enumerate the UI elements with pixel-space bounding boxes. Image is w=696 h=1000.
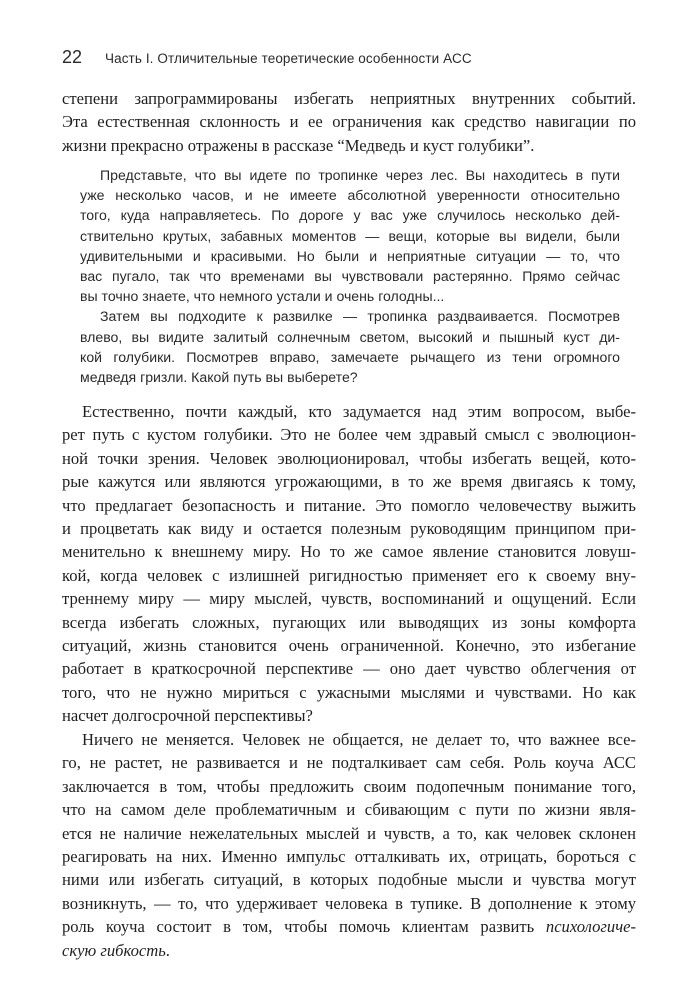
text-line: рые кажутся или являются угрожающими, в то же время двигаясь к тому, <box>62 472 636 492</box>
text-line: возникнуть, — то, что удерживает человека в тупике. В дополнение к этому <box>62 893 636 913</box>
text-line: ется не наличие нежелательных мыслей и чувств, а то, как человек склонен <box>62 823 636 843</box>
text-fragment: . <box>165 940 170 960</box>
text-line: насчет долгосрочной перспективы? <box>62 706 313 726</box>
quote-line: удивительными и красивыми. Но были и неприятные ситуации — то, что <box>80 247 620 264</box>
text-line: рет путь с кустом голубики. Это не более чем здравый смысл с эволюцион- <box>62 425 636 445</box>
italic-term: психологиче- <box>545 917 636 937</box>
text-line: и процветать как виду и остается полезным руководящим принципом при- <box>62 519 636 539</box>
quote-line: вас пугало, так что временами вы чувствовали растерянно. Прямо сейчас <box>80 268 620 285</box>
text-line: жизни прекрасно отражены в рассказе “Медведь и куст голубики”. <box>62 135 535 155</box>
text-line <box>62 939 636 962</box>
text-line: степени запрограммированы избегать неприятных внутренних событий. <box>62 89 636 108</box>
quote-line: кой голубики. Посмотрев вправо, замечаете рычащего из тени огромного <box>80 348 620 365</box>
text-line: ной точки зрения. Человек эволюционировал, чтобы избегать вещей, кото- <box>62 448 636 468</box>
text-line: Ничего не меняется. Человек не общается, не делает то, что важнее все- <box>82 730 636 749</box>
quote-line: медведя гризли. Какой путь вы выберете? <box>80 369 358 386</box>
text-line: треннему миру — миру мыслей, чувств, воспоминаний и ощущений. Если <box>62 589 636 609</box>
text-line: кой, когда человек с излишней ригидностью применяет его к своему вну- <box>62 565 636 585</box>
page-number: 22 <box>62 47 83 67</box>
quote-line: Затем вы подходите к развилке — тропинка раздваивается. Посмотрев <box>100 308 620 325</box>
text-line: реагировать на них. Именно импульс отталкивать их, отрицать, бороться с <box>62 847 636 867</box>
text-line: всегда избегать сложных, пугающих или выводящих из зоны комфорта <box>62 612 636 632</box>
quote-line: ствительно крутых, забавных моментов — вещи, которые вы видели, были <box>80 227 620 244</box>
text-line: Естественно, почти каждый, кто задумается над этим вопросом, выбе- <box>82 402 636 421</box>
text-line <box>62 915 636 938</box>
quote-line: Представьте, что вы идете по тропинке через лес. Вы находитесь в пути <box>100 167 620 183</box>
running-head: Часть I. Отличительные теоретические особенности АСС <box>105 51 472 66</box>
text-line: го, не растет, не развивается и не подталкивает сам себя. Роль коуча АСС <box>62 753 636 773</box>
text-line: ситуаций, жизнь становится очень ограниченной. Конечно, это избегание <box>62 636 636 656</box>
quote-line: вы точно знаете, что немного устали и очень голодны... <box>80 288 445 305</box>
paragraph-2 <box>62 728 636 962</box>
quote-line: того, куда направляетесь. По дороге у вас уже случилось несколько дей- <box>80 207 620 224</box>
text-line: того, что не нужно мириться с ужасными мыслями и чувствами. Но как <box>62 682 636 702</box>
page-header <box>62 47 636 70</box>
text-fragment: роль коуча состоит в том, чтобы помочь клиентам развить <box>62 917 546 937</box>
text-line: Эта естественная склонность и ее ограничения как средство навигации по <box>62 112 636 132</box>
text-line: что на самом деле проблематичным и сбивающим с пути по жизни явля- <box>62 800 636 820</box>
paragraph-1 <box>62 400 636 728</box>
quote-block <box>80 165 620 387</box>
quote-line: влево, вы видите залитый солнечным светом, высокий и пышный куст ди- <box>80 328 620 345</box>
intro-paragraph <box>62 87 636 157</box>
text-line: что предлагает безопасность и питание. Это помогло человечеству выжить <box>62 495 636 515</box>
text-line: ними или избегать ситуаций, в которых подобные мысли и чувства могут <box>62 870 636 890</box>
text-line: заключается в том, чтобы предложить своим подопечным понимание того, <box>62 776 636 796</box>
italic-term: скую гибкость <box>62 940 166 960</box>
text-line: менительно к внешнему миру. Но то же самое явление становится ловуш- <box>62 542 636 562</box>
text-line: работает в краткосрочной перспективе — оно дает чувство облегчения от <box>62 659 636 679</box>
quote-line: уже несколько часов, и не имеете абсолютной уверенности относительно <box>80 187 620 204</box>
